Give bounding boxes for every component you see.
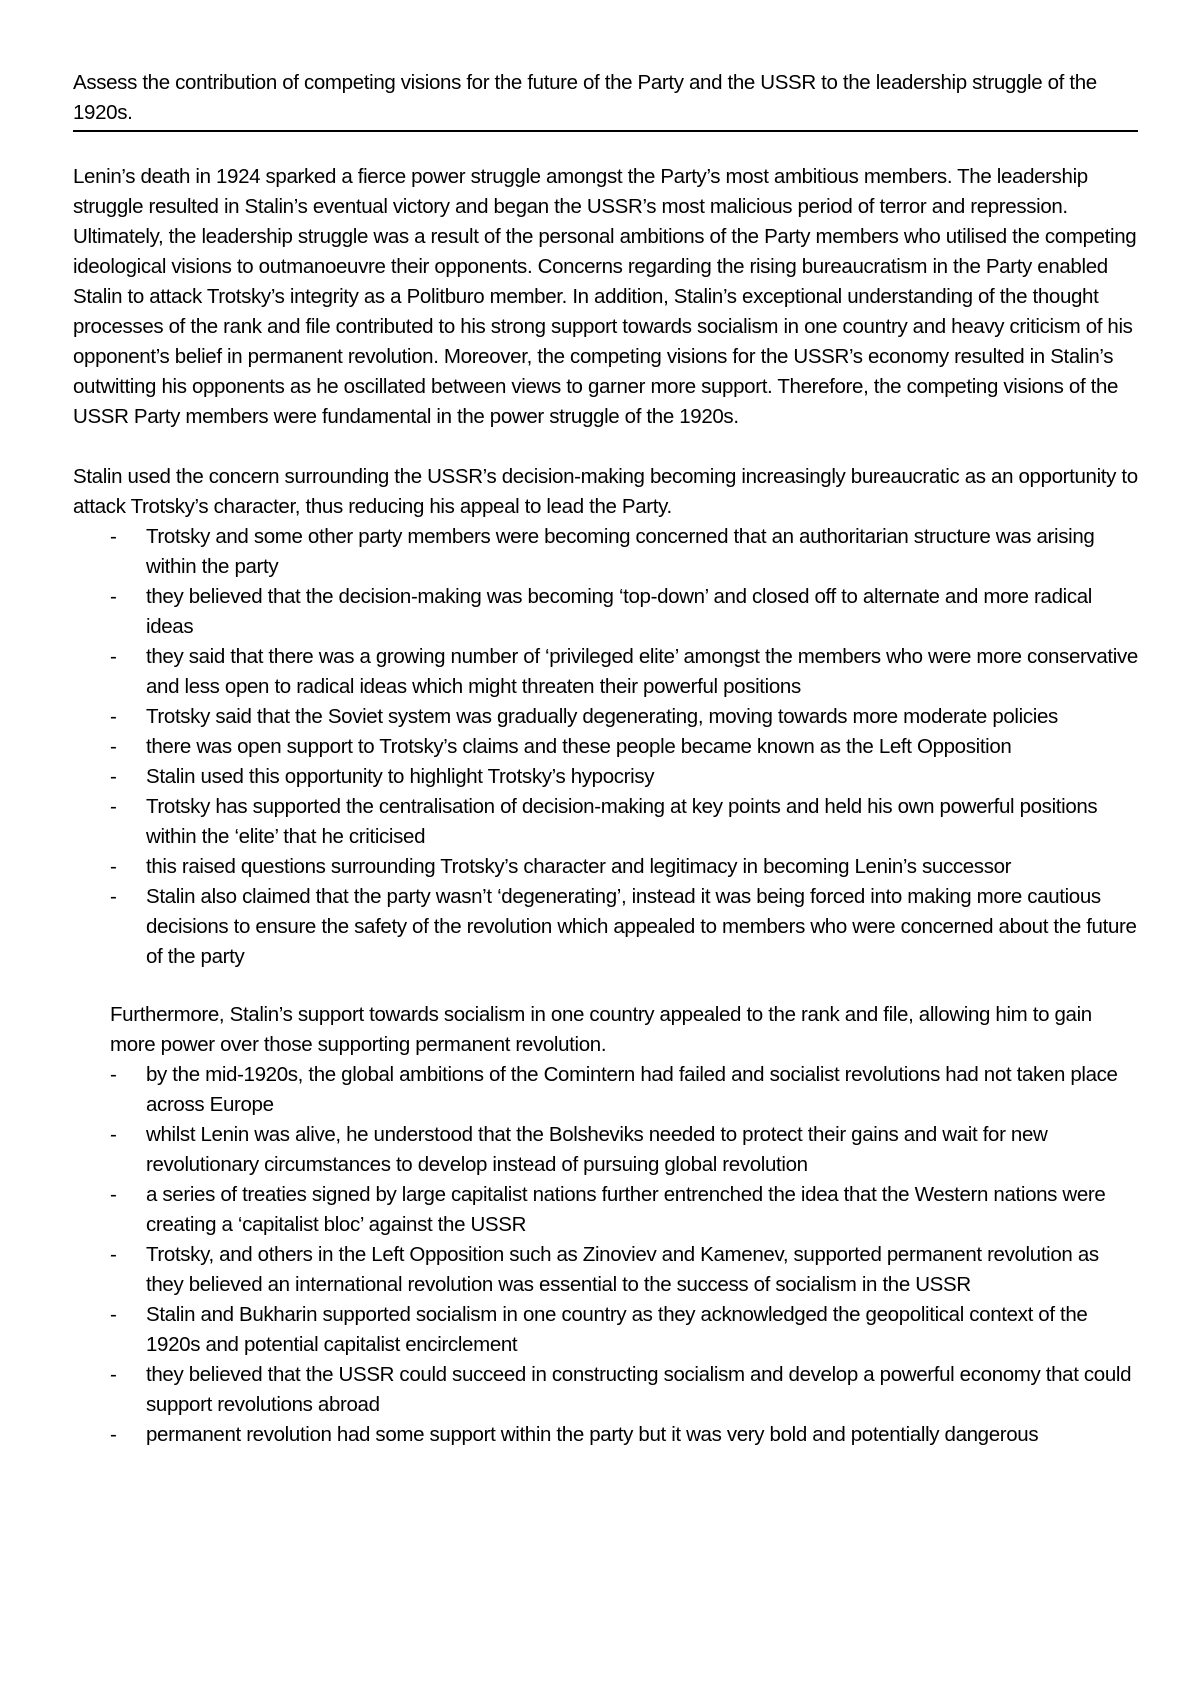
bullet-text: permanent revolution had some support within the party but it was very bold and potentially dangerous [146, 1423, 1039, 1446]
introduction-paragraph: Lenin’s death in 1924 sparked a fierce power struggle amongst the Party’s most ambitious members. The leadership struggle resulted in Stalin’s eventual victory and began the USSR’s most malicious period of terror and repression. Ultimately, the leadership struggle was a result of the personal ambitions of the Party members who utilised the competing ideological visions to outmanoeuvre their opponents. Concerns regarding the rising bureaucratism in the Party enabled Stalin to attack Trotsky’s integrity as a Politburo member. In addition, Stalin’s exceptional understanding of the thought processes of the rank and file contributed to his strong support towards socialism in one country and heavy criticism of his opponent’s belief in permanent revolution. Moreover, the competing visions for the USSR’s economy resulted in Stalin’s outwitting his opponents as he oscillated between views to garner more support. Therefore, the competing visions of the USSR Party members were fundamental in the power struggle of the 1920s. [73, 165, 1137, 428]
bullet-point [73, 702, 1138, 732]
bullet-text: there was open support to Trotsky’s claims and these people became known as the Left Opposition [146, 735, 1012, 758]
bullet-text: they believed that the decision-making was becoming ‘top-down’ and closed off to alternate and more radical ideas [146, 585, 1092, 638]
bullet-point [73, 1060, 1138, 1120]
bullet-point [73, 522, 1138, 582]
bullet-text: a series of treaties signed by large capitalist nations further entrenched the idea that the Western nations were creating a ‘capitalist bloc’ against the USSR [146, 1183, 1106, 1236]
bullet-text: they said that there was a growing number of ‘privileged elite’ amongst the members who were more conservative and less open to radical ideas which might threaten their powerful positions [146, 645, 1138, 698]
bullet-point [73, 852, 1138, 882]
bullet-point [73, 642, 1138, 702]
document-page [73, 68, 1138, 1450]
dash-marker: - [110, 525, 117, 548]
dash-marker: - [110, 885, 117, 908]
bullet-point [73, 1180, 1138, 1240]
bullet-point [73, 792, 1138, 852]
bullet-point [73, 1420, 1138, 1450]
dash-marker: - [110, 735, 117, 758]
bullet-point [73, 762, 1138, 792]
dash-marker: - [110, 1423, 117, 1446]
dash-marker: - [110, 1183, 117, 1206]
dash-marker: - [110, 795, 117, 818]
bullet-text: they believed that the USSR could succeed in constructing socialism and develop a powerful economy that could support revolutions abroad [146, 1363, 1132, 1416]
essay-question: Assess the contribution of competing visions for the future of the Party and the USSR to the leadership struggle of the 1920s. [73, 71, 1097, 124]
section-2-topic-sentence: Furthermore, Stalin’s support towards socialism in one country appealed to the rank and file, allowing him to gain more power over those supporting permanent revolution. [110, 1003, 1092, 1056]
bullet-point [73, 1240, 1138, 1300]
bullet-point [73, 1300, 1138, 1360]
bullet-point [73, 732, 1138, 762]
dash-marker: - [110, 855, 117, 878]
bullet-point [73, 882, 1138, 972]
dash-marker: - [110, 1243, 117, 1266]
bullet-text: Stalin also claimed that the party wasn’t ‘degenerating’, instead it was being forced into making more cautious decisions to ensure the safety of the revolution which appealed to members who were concerned about the future of the party [146, 885, 1137, 968]
dash-marker: - [110, 705, 117, 728]
dash-marker: - [110, 1303, 117, 1326]
bullet-text: Trotsky has supported the centralisation of decision-making at key points and held his own powerful positions within the ‘elite’ that he criticised [146, 795, 1098, 848]
section-1-bullet-list [73, 522, 1138, 972]
bullet-text: Trotsky and some other party members were becoming concerned that an authoritarian structure was arising within the party [146, 525, 1095, 578]
bullet-text: Trotsky said that the Soviet system was gradually degenerating, moving towards more moderate policies [146, 705, 1058, 728]
dash-marker: - [110, 1063, 117, 1086]
bullet-text: Trotsky, and others in the Left Opposition such as Zinoviev and Kamenev, supported permanent revolution as they believed an international revolution was essential to the success of socialism in the USSR [146, 1243, 1099, 1296]
bullet-text: Stalin used this opportunity to highlight Trotsky’s hypocrisy [146, 765, 655, 788]
dash-marker: - [110, 765, 117, 788]
bullet-point [73, 582, 1138, 642]
title-divider [73, 130, 1138, 132]
dash-marker: - [110, 645, 117, 668]
bullet-text: by the mid-1920s, the global ambitions of the Comintern had failed and socialist revolutions had not taken place across Europe [146, 1063, 1118, 1116]
dash-marker: - [110, 1123, 117, 1146]
bullet-point [73, 1120, 1138, 1180]
bullet-text: whilst Lenin was alive, he understood that the Bolsheviks needed to protect their gains and wait for new revolutionary circumstances to develop instead of pursuing global revolution [146, 1123, 1048, 1176]
section-2-bullet-list [73, 1060, 1138, 1450]
bullet-text: this raised questions surrounding Trotsky’s character and legitimacy in becoming Lenin’s successor [146, 855, 1012, 878]
bullet-point [73, 1360, 1138, 1420]
dash-marker: - [110, 1363, 117, 1386]
bullet-text: Stalin and Bukharin supported socialism in one country as they acknowledged the geopolitical context of the 1920s and potential capitalist encirclement [146, 1303, 1088, 1356]
dash-marker: - [110, 585, 117, 608]
section-1-topic-sentence: Stalin used the concern surrounding the USSR’s decision-making becoming increasingly bureaucratic as an opportunity to attack Trotsky’s character, thus reducing his appeal to lead the Party. [73, 465, 1138, 518]
